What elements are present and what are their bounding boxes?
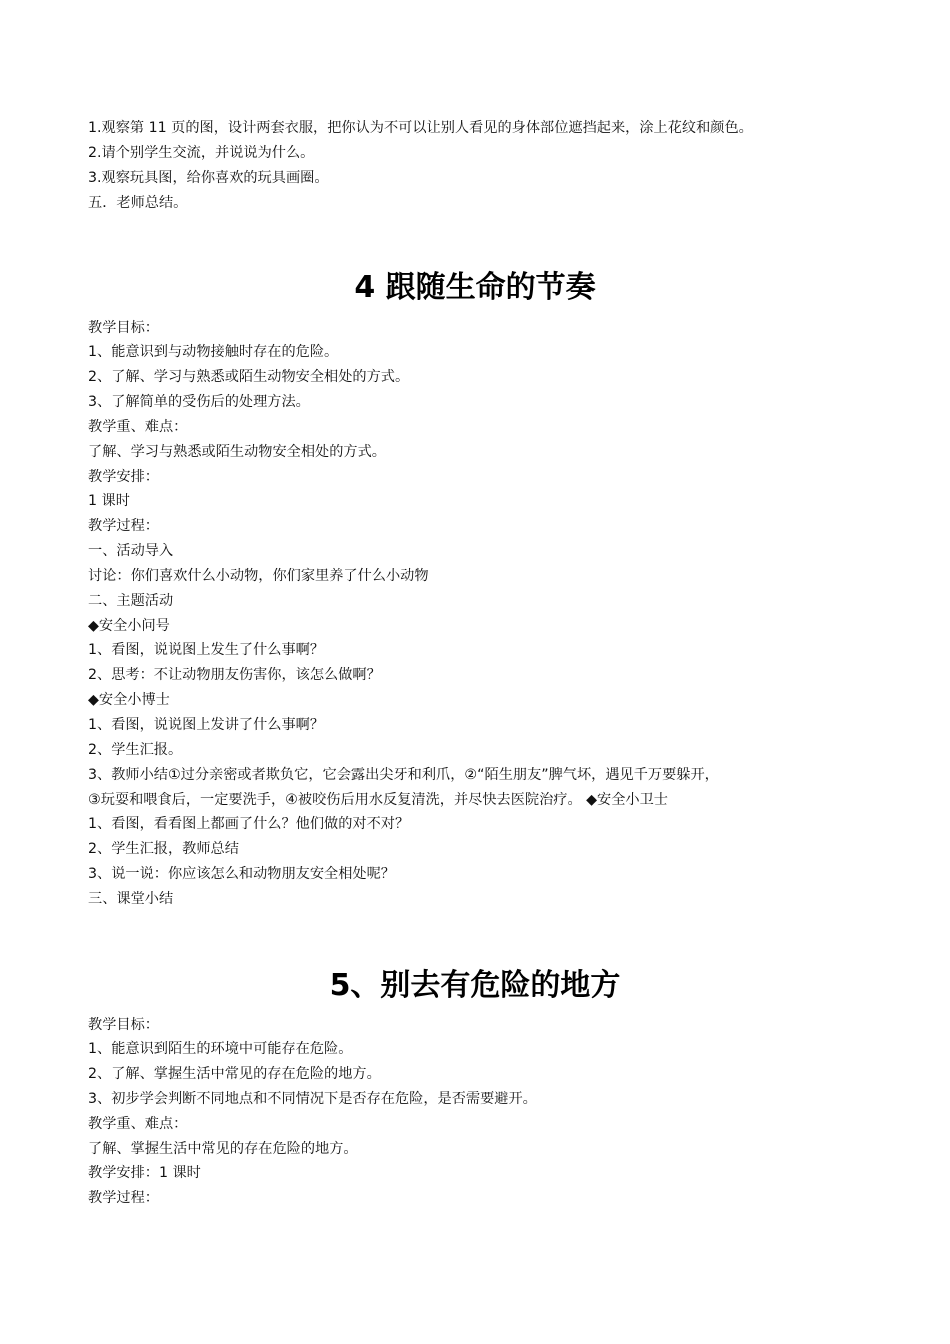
lesson-4-line: 1 课时: [88, 493, 130, 509]
lesson-4-line: 教学安排：: [88, 469, 159, 485]
lesson-4-line: 3、说一说：你应该怎么和动物朋友安全相处呢？: [88, 866, 395, 882]
lesson-4-line: 三、课堂小结: [88, 891, 174, 907]
lesson-4-line: 教学过程：: [88, 518, 159, 534]
lesson-4-line: 了解、学习与熟悉或陌生动物安全相处的方式。: [88, 444, 386, 460]
lesson-4-line: 2、思考：不让动物朋友伤害你，该怎么做啊？: [88, 667, 381, 683]
lesson-4-line: 一、活动导入: [88, 543, 174, 559]
intro-line: 1.观察第 11 页的图，设计两套衣服，把你认为不可以让别人看见的身体部位遮挡起来，涂上花纹和颜色。: [88, 120, 753, 136]
lesson-5-title: 5、别去有危险的地方: [329, 968, 621, 1003]
intro-line: 3.观察玩具图，给你喜欢的玩具画圈。: [88, 170, 329, 186]
lesson-4-line: 1、看图，看看图上都画了什么？他们做的对不对？: [88, 816, 410, 832]
lesson-4-title: 4 跟随生命的节奏: [354, 270, 596, 305]
lesson-4-line: 教学重、难点：: [88, 419, 188, 435]
lesson-5-line: 教学安排：1 课时: [88, 1165, 201, 1181]
lesson-5-line: 教学过程：: [88, 1190, 159, 1206]
lesson-5-line: 1、能意识到陌生的环境中可能存在危险。: [88, 1041, 353, 1057]
lesson-4-line: 3、了解简单的受伤后的处理方法。: [88, 394, 310, 410]
lesson-4-line: 2、学生汇报。: [88, 742, 183, 758]
lesson-5-line: 了解、掌握生活中常见的存在危险的地方。: [88, 1141, 358, 1157]
lesson-4-line: ③玩耍和喂食后，一定要洗手，④被咬伤后用水反复清洗，并尽快去医院治疗。 ◆安全小卫士: [88, 792, 668, 808]
lesson-4-line: 1、看图，说说图上发生了什么事啊？: [88, 642, 325, 658]
lesson-4-line: 2、学生汇报，教师总结: [88, 841, 239, 857]
lesson-5-line: 2、了解、掌握生活中常见的存在危险的地方。: [88, 1066, 381, 1082]
lesson-5-line: 3、初步学会判断不同地点和不同情况下是否存在危险，是否需要避开。: [88, 1091, 537, 1107]
lesson-4-line: 二、主题活动: [88, 593, 174, 609]
lesson-4-line: 教学目标：: [88, 320, 159, 336]
lesson-4-line: 1、能意识到与动物接触时存在的危险。: [88, 344, 339, 360]
intro-line: 2.请个别学生交流，并说说为什么。: [88, 145, 315, 161]
lesson-4-line: 2、了解、学习与熟悉或陌生动物安全相处的方式。: [88, 369, 410, 385]
lesson-4-subheading: ◆安全小博士: [88, 692, 170, 708]
intro-line: 五．老师总结。: [88, 195, 188, 211]
lesson-5-line: 教学目标：: [88, 1017, 159, 1033]
lesson-4-line: 3、教师小结①过分亲密或者欺负它，它会露出尖牙和利爪，②“陌生朋友”脾气坏，遇见千万要躲开，: [88, 767, 719, 783]
lesson-5-line: 教学重、难点：: [88, 1116, 188, 1132]
lesson-4-subheading: ◆安全小问号: [88, 618, 170, 634]
lesson-4-line: 1、看图，说说图上发讲了什么事啊？: [88, 717, 325, 733]
lesson-4-line: 讨论：你们喜欢什么小动物，你们家里养了什么小动物: [88, 568, 429, 584]
